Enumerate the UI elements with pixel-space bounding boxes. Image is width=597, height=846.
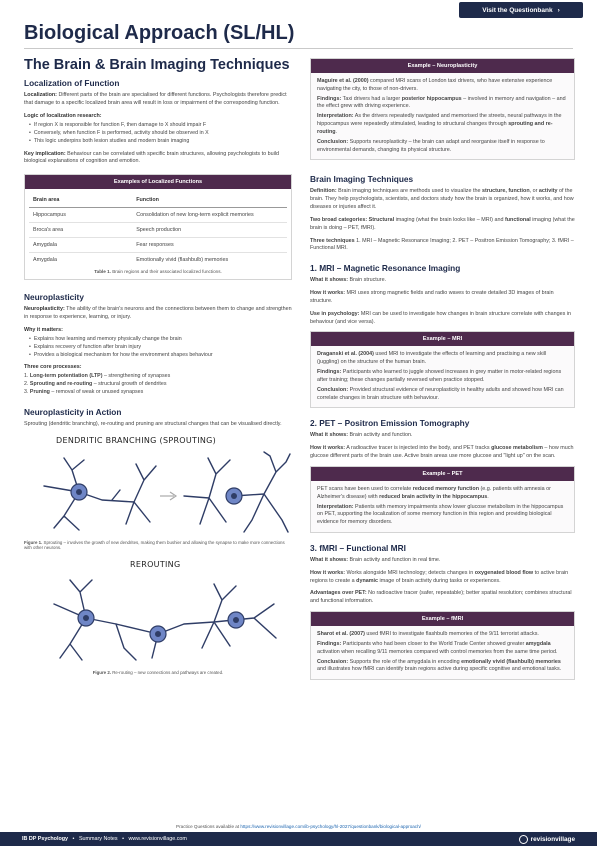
text: Brain imaging techniques are methods used to visualize the bbox=[336, 188, 482, 195]
list-item: • Explains how learning and memory physically change the brain bbox=[29, 336, 292, 344]
text: – involved in memory and navigation – and the effect grew with driving experience. bbox=[317, 95, 566, 110]
box-paragraph bbox=[317, 659, 568, 675]
lead: Findings: bbox=[317, 95, 342, 102]
imaging-categories bbox=[310, 217, 575, 233]
text: functional bbox=[504, 216, 531, 223]
box-paragraph bbox=[317, 387, 568, 403]
brand-name: revisionvillage bbox=[530, 835, 575, 843]
text: PET scans have been used to correlate bbox=[317, 485, 413, 492]
text: compared MRI scans of London taxi drivers, who have extensive experience navigating the city, to those of non-drivers. bbox=[317, 78, 553, 92]
column-header: Function bbox=[132, 193, 287, 208]
text: image of brain activity during tasks or experiences. bbox=[378, 577, 501, 584]
lead: Sharot et al. (2007) bbox=[317, 631, 365, 638]
text: Supports neuroplasticity – the brain can adapt and reorganise itself in response to environmental demands, changing its physical structure. bbox=[317, 138, 545, 153]
footer-separator: • bbox=[72, 836, 75, 842]
localized-functions-table bbox=[24, 174, 292, 280]
questionbank-label: Visit the Questionbank bbox=[482, 6, 553, 14]
lead: Interpretation: bbox=[317, 503, 354, 510]
rerouting-neuron-illustration bbox=[24, 574, 292, 666]
sprouting-neuron-illustration bbox=[24, 450, 292, 536]
lead: Figure 2. bbox=[92, 669, 111, 675]
text: Works alongside MRI technology; detects changes in bbox=[345, 569, 475, 576]
text: activation when recalling 9/11 memories compared with control memories from the same time period. bbox=[317, 648, 558, 655]
box-paragraph bbox=[317, 139, 568, 155]
lead: Conclusion: bbox=[317, 386, 349, 393]
list-item bbox=[24, 381, 292, 389]
box-paragraph bbox=[317, 96, 568, 112]
logic-heading: Logic of localization research: bbox=[24, 112, 102, 119]
lead: Localization: bbox=[24, 92, 57, 99]
text: reduced memory function bbox=[412, 485, 479, 492]
figure-sprouting bbox=[24, 434, 292, 538]
text: MRI can be used to investigate how changes in brain structure correlate with changes in behaviour (and vice versa). bbox=[310, 310, 571, 325]
processes-heading: Three core processes: bbox=[24, 364, 82, 371]
text: used MRI to investigate the effects of learning and practising a new skill (juggling) on the structure of the human brain. bbox=[317, 351, 547, 366]
cell: Broca's area bbox=[29, 223, 132, 238]
text: Brain activity and function in real time. bbox=[348, 556, 441, 563]
text: No radioactive tracer (safer, repeatable); better spatial resolution; combines structural and functional information. bbox=[310, 590, 572, 605]
example-mri-box bbox=[310, 331, 575, 408]
lead: Advantages over PET: bbox=[310, 590, 367, 597]
lead: What it shows: bbox=[310, 277, 349, 284]
brand-logo bbox=[519, 835, 575, 844]
cell: Speech production bbox=[132, 223, 287, 238]
text: Structural bbox=[368, 216, 395, 223]
action-heading: Neuroplasticity in Action bbox=[24, 407, 122, 418]
box-paragraph bbox=[317, 504, 568, 527]
key-implication bbox=[24, 151, 292, 167]
localization-body: Different parts of the brain are specialised for different functions. Psychologists therefore predict that damage to a specific localized brain area will result in loss or impairment of the corresponding function. bbox=[24, 92, 287, 107]
chevron-right-icon: › bbox=[557, 6, 560, 14]
text: used fMRI to investigate flashbulb memories of the 9/11 terrorist attacks. bbox=[364, 631, 539, 638]
caption-text: Re-routing – new connections and pathways are created. bbox=[112, 669, 224, 675]
figure-2-caption bbox=[24, 670, 292, 675]
neuroplasticity-heading: Neuroplasticity bbox=[24, 292, 84, 303]
text: imaging (what the brain looks like – MRI) and bbox=[394, 216, 505, 223]
box-paragraph bbox=[317, 78, 568, 94]
caption-text: Sprouting – involves the growth of new dendrites, making them bushier and allowing the synapse to make more connections with other neurons. bbox=[24, 539, 285, 550]
table-title: Examples of Localized Functions bbox=[25, 175, 291, 189]
text: and illustrates how fMRI can identify brain regions active during specific cognitive and emotional tasks. bbox=[317, 666, 562, 673]
cell: Amygdala bbox=[29, 253, 132, 268]
imaging-heading: Brain Imaging Techniques bbox=[310, 174, 414, 185]
lead: What it shows: bbox=[310, 556, 349, 563]
text: . bbox=[335, 128, 338, 135]
mri-shows bbox=[310, 277, 575, 285]
text: As the drivers repeatedly navigated and memorised the streets, neural pathways in the hippocampus were repeatedly stimulated, leading to structural changes through bbox=[317, 113, 562, 128]
lead: Draganski et al. (2004) bbox=[317, 351, 374, 358]
text: glucose metabolism bbox=[491, 445, 543, 452]
practice-questions-note bbox=[0, 824, 597, 829]
lead: Conclusion: bbox=[317, 138, 349, 145]
cell: Amygdala bbox=[29, 238, 132, 253]
cell: Consolidation of new long-term explicit memories bbox=[132, 208, 287, 223]
list-item: • Provides a biological mechanism for how the environment shapes behaviour bbox=[29, 352, 292, 360]
mri-heading: 1. MRI – Magnetic Resonance Imaging bbox=[310, 263, 461, 274]
table-caption bbox=[29, 267, 287, 279]
table-row bbox=[29, 208, 287, 223]
localization-text bbox=[24, 92, 292, 108]
lead: Maguire et al. (2000) bbox=[317, 78, 369, 84]
lead: What it shows: bbox=[310, 432, 349, 439]
example-pet-box bbox=[310, 466, 575, 533]
box-paragraph bbox=[317, 631, 568, 639]
text: A radioactive tracer is injected into the body, and PET tracks bbox=[345, 445, 492, 452]
text: Participants who learned to juggle showed increases in grey matter in motor-related regions after training; these changes partially reversed when practice stopped. bbox=[317, 369, 562, 383]
process-desc: – removal of weak or unused synapses bbox=[49, 389, 144, 396]
lead: Definition: bbox=[310, 188, 337, 195]
pet-how bbox=[310, 445, 575, 461]
process-desc: – structural growth of dendrites bbox=[92, 381, 167, 388]
practice-text: Practice Questions available at bbox=[176, 824, 241, 829]
lead: Findings: bbox=[317, 640, 342, 647]
figure-1-caption bbox=[24, 540, 292, 550]
lead: Two broad categories: bbox=[310, 216, 368, 223]
list-item: • This logic underpins both lesion studies and modern brain imaging bbox=[29, 138, 292, 146]
text: activity bbox=[538, 188, 558, 195]
lead: Interpretation: bbox=[317, 113, 354, 120]
list-item bbox=[24, 373, 292, 381]
text: Participants who had been closer to the World Trade Center showed greater bbox=[341, 640, 526, 647]
logic-list bbox=[29, 122, 292, 146]
lead: Key implication: bbox=[24, 150, 66, 157]
box-paragraph bbox=[317, 351, 568, 367]
action-text: Sprouting (dendritic branching), re-routing and pruning are structural changes that can be visualised directly. bbox=[24, 421, 282, 428]
processes-list bbox=[24, 373, 292, 397]
pet-shows bbox=[310, 432, 575, 440]
left-column bbox=[24, 58, 292, 685]
text: sprouting and re-routing bbox=[317, 121, 553, 135]
text: 1. MRI – Magnetic Resonance Imaging; 2. PET – Positron Emission Tomography; 3. fMRI – Functional MRI. bbox=[310, 237, 574, 252]
pet-heading: 2. PET – Positron Emission Tomography bbox=[310, 418, 470, 429]
list-item bbox=[24, 389, 292, 397]
lead: Use in psychology: bbox=[310, 310, 360, 317]
table-row bbox=[29, 223, 287, 238]
cell: Emotionally vivid (flashbulb) memories bbox=[132, 253, 287, 268]
lead: Neuroplasticity: bbox=[24, 306, 65, 313]
box-paragraph bbox=[317, 369, 568, 385]
text: emotionally vivid (flashbulb) memories bbox=[461, 658, 561, 665]
fmri-heading: 3. fMRI – Functional MRI bbox=[310, 542, 406, 553]
column-header: Brain area bbox=[29, 193, 132, 208]
footer-separator: • bbox=[122, 836, 124, 842]
list-item: • Explains recovery of function after brain injury bbox=[29, 344, 292, 352]
text: structure, function bbox=[482, 188, 530, 195]
num: 3. bbox=[24, 389, 29, 396]
figure-rerouting bbox=[24, 560, 292, 668]
table-row bbox=[29, 253, 287, 268]
text: . bbox=[487, 493, 489, 500]
list-item: • Conversely, when function F is performed, activity should be observed in X bbox=[29, 130, 292, 138]
text: , or bbox=[529, 188, 539, 195]
box-paragraph bbox=[317, 113, 568, 136]
example-fmri-box bbox=[310, 611, 575, 680]
text: imaging (what the brain is doing – PET, fMRI). bbox=[310, 216, 575, 231]
section-title: The Brain & Brain Imaging Techniques bbox=[24, 57, 290, 73]
table-header-row bbox=[29, 193, 287, 208]
text: Taxi drivers had a larger bbox=[341, 95, 402, 102]
imaging-definition bbox=[310, 188, 575, 211]
lead: How it works: bbox=[310, 290, 346, 297]
lead: How it works: bbox=[310, 569, 346, 576]
neuroplasticity-definition bbox=[24, 306, 292, 322]
imaging-three bbox=[310, 238, 575, 254]
footer-notes: Summary Notes bbox=[78, 836, 118, 842]
list-item: • If region X is responsible for function F, then damage to X should impair F bbox=[29, 122, 292, 130]
mri-use bbox=[310, 311, 575, 327]
lead: How it works: bbox=[310, 445, 346, 452]
process-name: Long-term potentiation (LTP) bbox=[29, 373, 103, 380]
text: dynamic bbox=[356, 577, 379, 584]
text: Patients with memory impairments show lower glucose metabolism in the hippocampus on PET, supporting the localization of some memory function in this region and providing biological evidence for memory disorders. bbox=[317, 503, 564, 526]
table-row bbox=[29, 238, 287, 253]
cell: Hippocampus bbox=[29, 208, 132, 223]
questionbank-button[interactable] bbox=[459, 2, 583, 18]
box-paragraph bbox=[317, 486, 568, 502]
box-title: Example – fMRI bbox=[311, 612, 574, 626]
cell: Fear responses bbox=[132, 238, 287, 253]
text: MRI uses strong magnetic fields and radio waves to create detailed 3D images of brain structure. bbox=[310, 290, 554, 304]
text: posterior hippocampus bbox=[401, 95, 462, 102]
practice-link[interactable]: https://www.revisionvillage.com/ib-psychology/hl-2027/questionbank/biological-approach/ bbox=[240, 824, 421, 829]
brand-icon bbox=[519, 835, 528, 844]
mri-how bbox=[310, 290, 575, 306]
footer-course: IB DP Psychology bbox=[22, 836, 69, 842]
why-list bbox=[29, 336, 292, 360]
lead: Conclusion: bbox=[317, 658, 349, 665]
definition-body: The ability of the brain's neurons and the connections between them to change and strengthen in response to experience, learning, or injury. bbox=[24, 306, 292, 320]
example-neuroplasticity-box bbox=[310, 58, 575, 160]
text: Brain activity and function. bbox=[348, 432, 413, 439]
text: oxygenated blood flow bbox=[474, 569, 534, 576]
lead: Three techniques bbox=[310, 237, 355, 244]
why-heading: Why it matters: bbox=[24, 326, 63, 333]
caption-text: Brain regions and their associated localized functions. bbox=[112, 269, 222, 275]
fmri-advantages bbox=[310, 590, 575, 606]
text: Provided structural evidence of neuroplasticity in healthy adults and showed how MRI can correlate changes in brain structure with behaviour. bbox=[317, 386, 564, 401]
figure-label: REROUTING bbox=[130, 559, 181, 569]
localization-heading: Localization of Function bbox=[24, 78, 120, 89]
text: of the brain. They help psychologists, scientists, and doctors study how the brain is organized, how it works, and how diseases or injuries affect it. bbox=[310, 188, 574, 211]
page-title: Biological Approach (SL/HL) bbox=[24, 22, 295, 44]
text: Brain structure. bbox=[348, 277, 387, 284]
footer-site-link[interactable]: www.revisionvillage.com bbox=[128, 836, 187, 842]
text: reduced brain activity in the hippocampus bbox=[379, 493, 488, 500]
footer-bar bbox=[0, 832, 597, 846]
right-column bbox=[310, 58, 575, 688]
key-body: Behaviour can be correlated with specific brain structures, allowing psychologists to build biological explanations of cognition and emotion. bbox=[24, 150, 279, 165]
text: – how much glucose different parts of the brain use. Active brain areas use more glucose and "light up" on the scan. bbox=[310, 445, 574, 460]
fmri-shows bbox=[310, 557, 575, 565]
text: amygdala bbox=[525, 640, 551, 647]
process-desc: – strengthening of synapses bbox=[102, 373, 171, 380]
process-name: Sprouting and re-routing bbox=[29, 381, 93, 388]
box-title: Example – Neuroplasticity bbox=[311, 59, 574, 73]
title-divider bbox=[24, 48, 573, 49]
text: Supports the role of the amygdala in encoding bbox=[348, 658, 462, 665]
lead: Findings: bbox=[317, 369, 342, 376]
box-paragraph bbox=[317, 641, 568, 657]
text: to active brain regions to create a bbox=[310, 569, 569, 584]
num: 2. bbox=[24, 381, 29, 388]
num: 1. bbox=[24, 373, 29, 380]
box-title: Example – MRI bbox=[311, 332, 574, 346]
box-title: Example – PET bbox=[311, 467, 574, 481]
lead: Figure 1. bbox=[24, 539, 43, 545]
fmri-how bbox=[310, 570, 575, 586]
footer-left bbox=[22, 836, 187, 842]
figure-label: DENDRITIC BRANCHING (SPROUTING) bbox=[56, 435, 217, 445]
lead: Table 1. bbox=[94, 269, 111, 275]
process-name: Pruning bbox=[29, 389, 50, 396]
text: (e.g. patients with amnesia or Alzheimer's disease) with bbox=[317, 485, 551, 500]
